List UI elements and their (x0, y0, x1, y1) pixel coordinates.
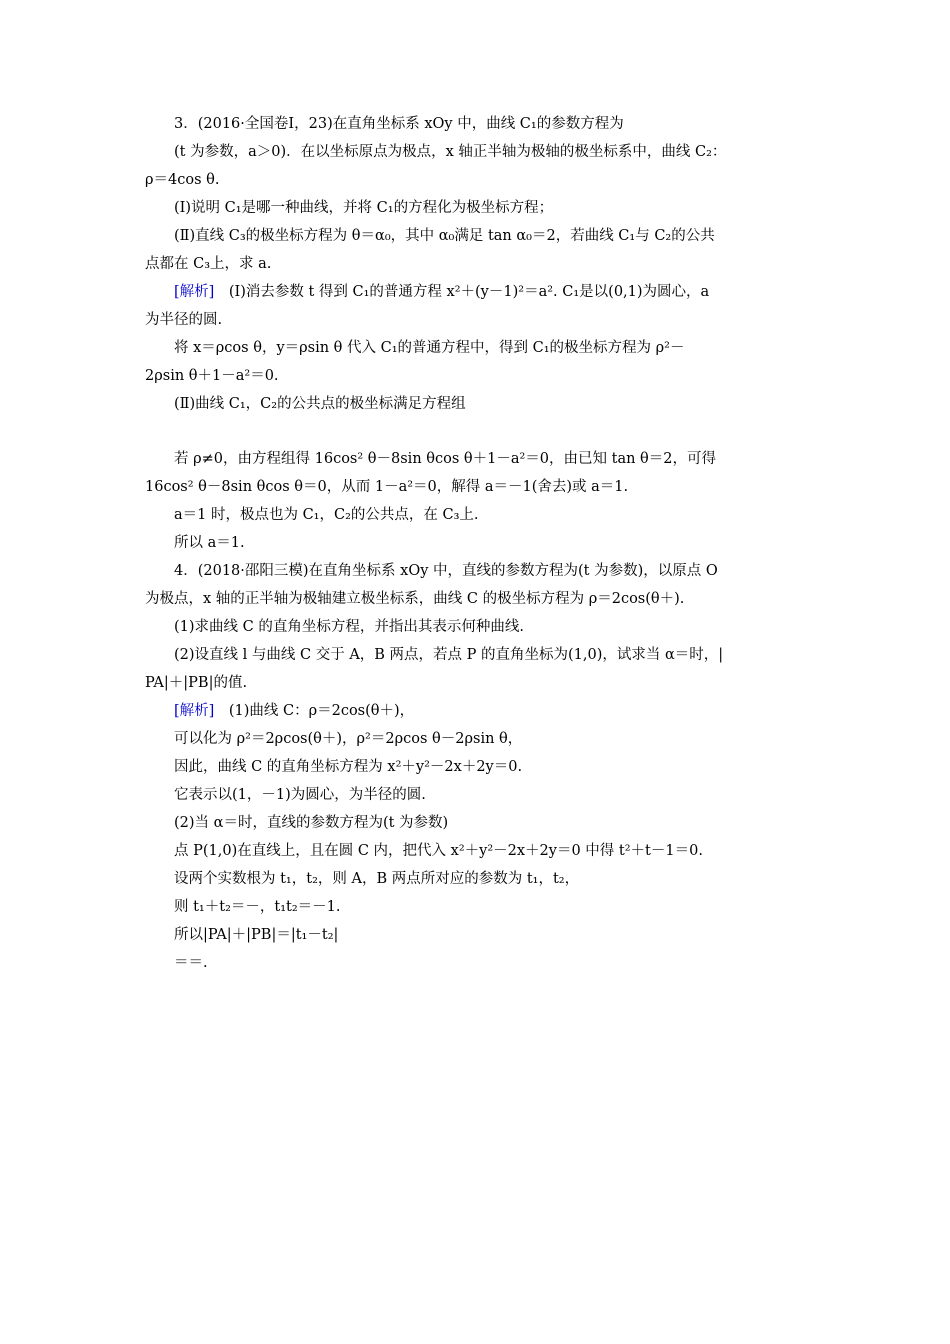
text-line (145, 311, 222, 329)
line-text: 为半径的圆. (145, 312, 223, 328)
line-text: 16cos² θ－8sin θcos θ＝0，从而 1－a²＝0，解得 a＝－1(舍去)或 a＝1. (145, 479, 629, 495)
text-line (174, 115, 624, 133)
text-line (174, 814, 448, 832)
text-line (174, 506, 479, 524)
text-line (174, 199, 553, 217)
line-text: a＝1 时，极点也为 C₁，C₂的公共点，在 C₃上. (174, 507, 479, 523)
line-text: 它表示以(1，－1)为圆心，为半径的圆. (174, 787, 426, 803)
text-line (174, 450, 716, 468)
text-line (145, 478, 628, 496)
text-line (174, 926, 338, 944)
line-text: 4．(2018·邵阳三模)在直角坐标系 xOy 中，直线的参数方程为(t 为参数)，以原点 O (174, 563, 718, 579)
text-line (174, 898, 341, 916)
line-text: PA|＋|PB|的值. (145, 675, 248, 691)
text-line (174, 227, 715, 245)
line-text: ＝＝. (174, 955, 208, 971)
line-text: (Ⅰ)消去参数 t 得到 C₁的普通方程 x²＋(y－1)²＝a². C₁是以(0,1)为圆心，a (214, 284, 710, 300)
line-text: (Ⅱ)曲线 C₁，C₂的公共点的极坐标满足方程组 (174, 396, 466, 412)
line-text: 3．(2016·全国卷Ⅰ，23)在直角坐标系 xOy 中，曲线 C₁的参数方程为 (174, 116, 624, 132)
text-line (174, 283, 709, 301)
line-text: (Ⅰ)说明 C₁是哪一种曲线，并将 C₁的方程化为极坐标方程； (174, 200, 554, 216)
line-text: 为极点，x 轴的正半轴为极轴建立极坐标系，曲线 C 的极坐标方程为 ρ＝2cos(θ＋). (145, 591, 685, 607)
text-line (174, 143, 726, 161)
text-line (145, 674, 247, 692)
line-text: (1)求曲线 C 的直角坐标方程，并指出其表示何种曲线. (174, 619, 524, 635)
text-line (145, 171, 220, 189)
line-text: 点都在 C₃上，求 a. (145, 256, 272, 272)
text-line (174, 395, 466, 413)
line-text: 所以 a＝1. (174, 535, 245, 551)
line-text: 则 t₁＋t₂＝－，t₁t₂＝－1. (174, 899, 341, 915)
analysis-tag: [解析] (174, 703, 215, 719)
text-line (174, 758, 522, 776)
analysis-tag: [解析] (174, 284, 215, 300)
line-text: (Ⅱ)直线 C₃的极坐标方程为 θ＝α₀，其中 α₀满足 tan α₀＝2，若曲线 C₁与 C₂的公共 (174, 228, 715, 244)
text-line (174, 339, 685, 357)
line-text: 因此，曲线 C 的直角坐标方程为 x²＋y²－2x＋2y＝0. (174, 759, 523, 775)
line-text: (t 为参数，a＞0)．在以坐标原点为极点，x 轴正半轴为极轴的极坐标系中，曲线 C₂： (174, 144, 727, 160)
text-line (145, 255, 271, 273)
line-text: 可以化为 ρ²＝2ρcos(θ＋)，ρ²＝2ρcos θ－2ρsin θ， (174, 731, 523, 747)
text-line (174, 702, 414, 720)
line-text: ρ＝4cos θ. (145, 172, 220, 188)
line-text: (2)设直线 l 与曲线 C 交于 A，B 两点，若点 P 的直角坐标为(1,0)，试求当 α＝时，| (174, 647, 724, 663)
line-text: 点 P(1,0)在直线上，且在圆 C 内，把代入 x²＋y²－2x＋2y＝0 中得 t²＋t－1＝0. (174, 843, 703, 859)
text-line (174, 618, 524, 636)
line-text: 2ρsin θ＋1－a²＝0. (145, 368, 279, 384)
text-line (174, 534, 245, 552)
line-text: (2)当 α＝时，直线的参数方程为(t 为参数) (174, 815, 449, 831)
text-line (145, 590, 684, 608)
text-line (174, 562, 718, 580)
line-text: 所以|PA|＋|PB|＝|t₁－t₂| (174, 927, 339, 943)
text-line (174, 870, 579, 888)
text-line (174, 842, 703, 860)
line-text: 设两个实数根为 t₁，t₂，则 A，B 两点所对应的参数为 t₁，t₂， (174, 871, 580, 887)
text-line (174, 954, 208, 972)
text-line (174, 646, 723, 664)
text-line (174, 786, 426, 804)
line-text: 将 x＝ρcos θ，y＝ρsin θ 代入 C₁的普通方程中，得到 C₁的极坐标方程为 ρ²－ (174, 340, 685, 356)
line-text: (1)曲线 C：ρ＝2cos(θ＋)， (214, 703, 415, 719)
text-line (145, 367, 279, 385)
text-line (174, 730, 522, 748)
line-text: 若 ρ≠0，由方程组得 16cos² θ－8sin θcos θ＋1－a²＝0，由已知 tan θ＝2，可得 (174, 451, 717, 467)
